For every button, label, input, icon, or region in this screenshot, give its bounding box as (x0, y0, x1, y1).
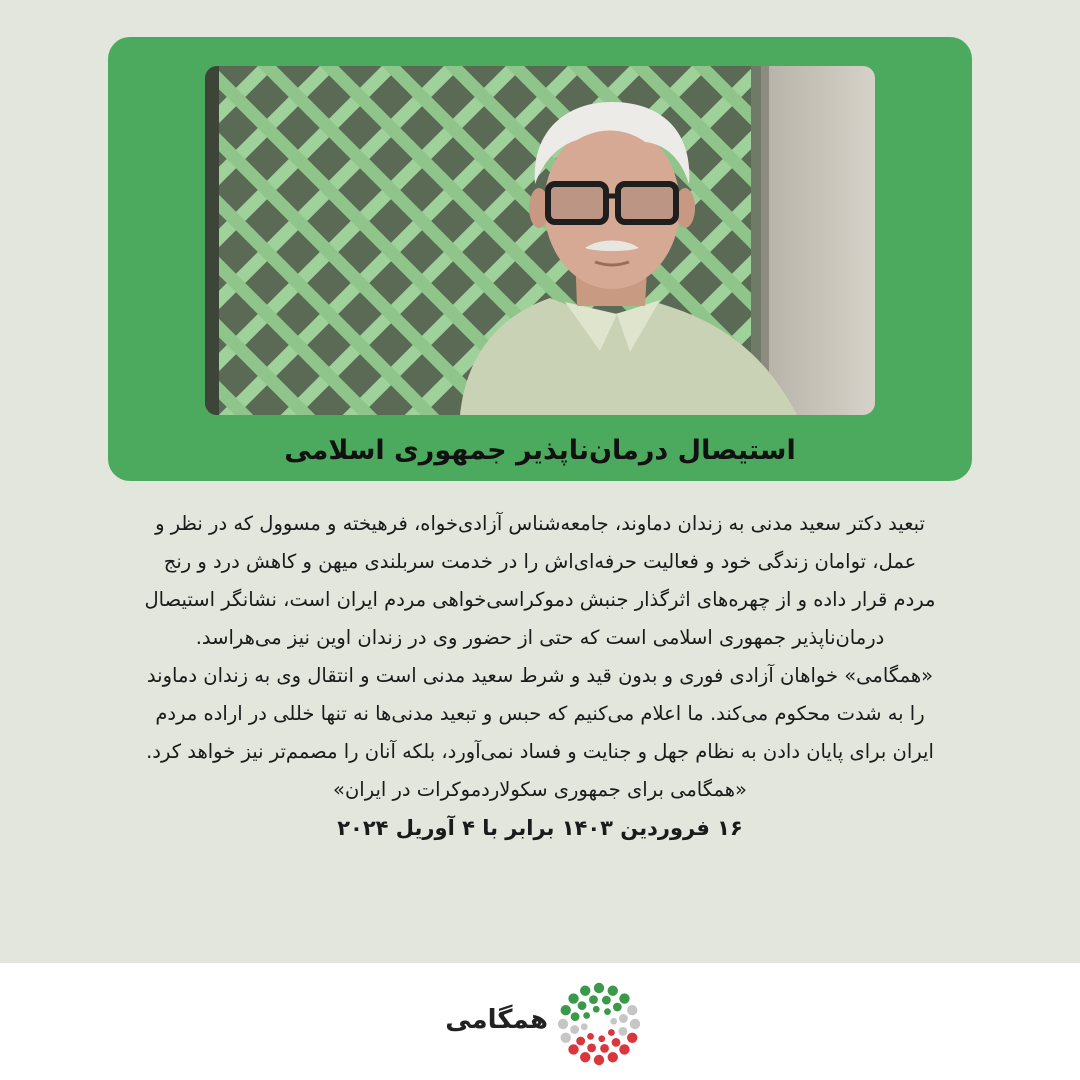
statement-line: عمل، توامان زندگی خود و فعالیت حرفه‌ای‌اش را در خدمت سربلندی میهن و کاهش درد و رنج (163, 550, 917, 573)
logo-dot (570, 1025, 579, 1034)
headline-card (108, 37, 972, 481)
statement-line: درمان‌ناپذیر جمهوری اسلامی است که حتی از حضور وی در زندان اوین نیز می‌هراسد. (195, 626, 885, 649)
logo-dot (612, 1038, 621, 1047)
logo-dot (604, 1008, 611, 1015)
logo-dot (571, 1012, 580, 1021)
logo-dot (608, 1029, 615, 1036)
logo-dot (580, 1052, 590, 1062)
logo-dot (568, 1044, 578, 1054)
logo-dot (568, 993, 578, 1003)
logo-dot (594, 1055, 604, 1065)
logo-dot (589, 995, 598, 1004)
logo-dot (613, 1003, 622, 1012)
logo-dot (576, 1037, 585, 1046)
brand-name: همگامی (445, 1005, 548, 1035)
logo-dot (583, 1012, 590, 1019)
logo-dot (627, 1033, 637, 1043)
headline-title: استیصال درمان‌ناپذیر جمهوری اسلامی (284, 435, 796, 466)
logo-dot (619, 1044, 629, 1054)
hamgami-dot-ring-logo-icon (556, 981, 642, 1067)
logo-dot (587, 1033, 594, 1040)
logo-dot (598, 1035, 605, 1042)
logo-dot (608, 986, 618, 996)
logo-dot (561, 1033, 571, 1043)
statement-text (70, 505, 1010, 847)
logo-dot (610, 1018, 617, 1025)
portrait-photo-icon (205, 66, 875, 415)
logo-dot (581, 1023, 588, 1030)
logo-dot (602, 996, 611, 1005)
logo-dot (587, 1043, 596, 1052)
statement-line: را به شدت محکوم می‌کند. ما اعلام می‌کنیم که حبس و تبعید مدنی‌ها نه تنها خللی در اراده مردم (155, 702, 925, 725)
logo-dot (580, 986, 590, 996)
statement-line: مردم قرار داده و از چهره‌های اثرگذار جنبش دموکراسی‌خواهی مردم ایران است، نشانگر استیصال (144, 588, 936, 611)
logo-dot (619, 993, 629, 1003)
signature-line: «همگامی برای جمهوری سکولاردموکرات در ایران» (333, 778, 747, 801)
logo-dot (558, 1019, 568, 1029)
logo-dot (600, 1044, 609, 1053)
statement-line: «همگامی» خواهان آزادی فوری و بدون قید و شرط سعید مدنی است و انتقال وی به زندان دماوند (146, 664, 934, 687)
logo-dot (594, 983, 604, 993)
footer-bar (0, 963, 1080, 1080)
logo-dot (618, 1027, 627, 1036)
portrait-photo (205, 66, 875, 415)
logo-dot (578, 1001, 587, 1010)
statement-line: تبعید دکتر سعید مدنی به زندان دماوند، جامعه‌شناس آزادی‌خواه، فرهیخته و مسوول که در نظر و (155, 512, 925, 535)
logo-dot (561, 1005, 571, 1015)
logo-dot (619, 1014, 628, 1023)
statement-date: ۱۶ فروردین ۱۴۰۳ برابر با ۴ آوریل ۲۰۲۴ (337, 816, 743, 840)
statement-line: ایران برای پایان دادن به نظام جهل و جنایت و فساد نمی‌آورد، بلکه آنان را مصمم‌تر نیز خواهد کرد. (146, 740, 934, 763)
logo-dot (608, 1052, 618, 1062)
logo-dot (627, 1005, 637, 1015)
logo-dot (630, 1019, 640, 1029)
logo-dot (593, 1006, 600, 1013)
